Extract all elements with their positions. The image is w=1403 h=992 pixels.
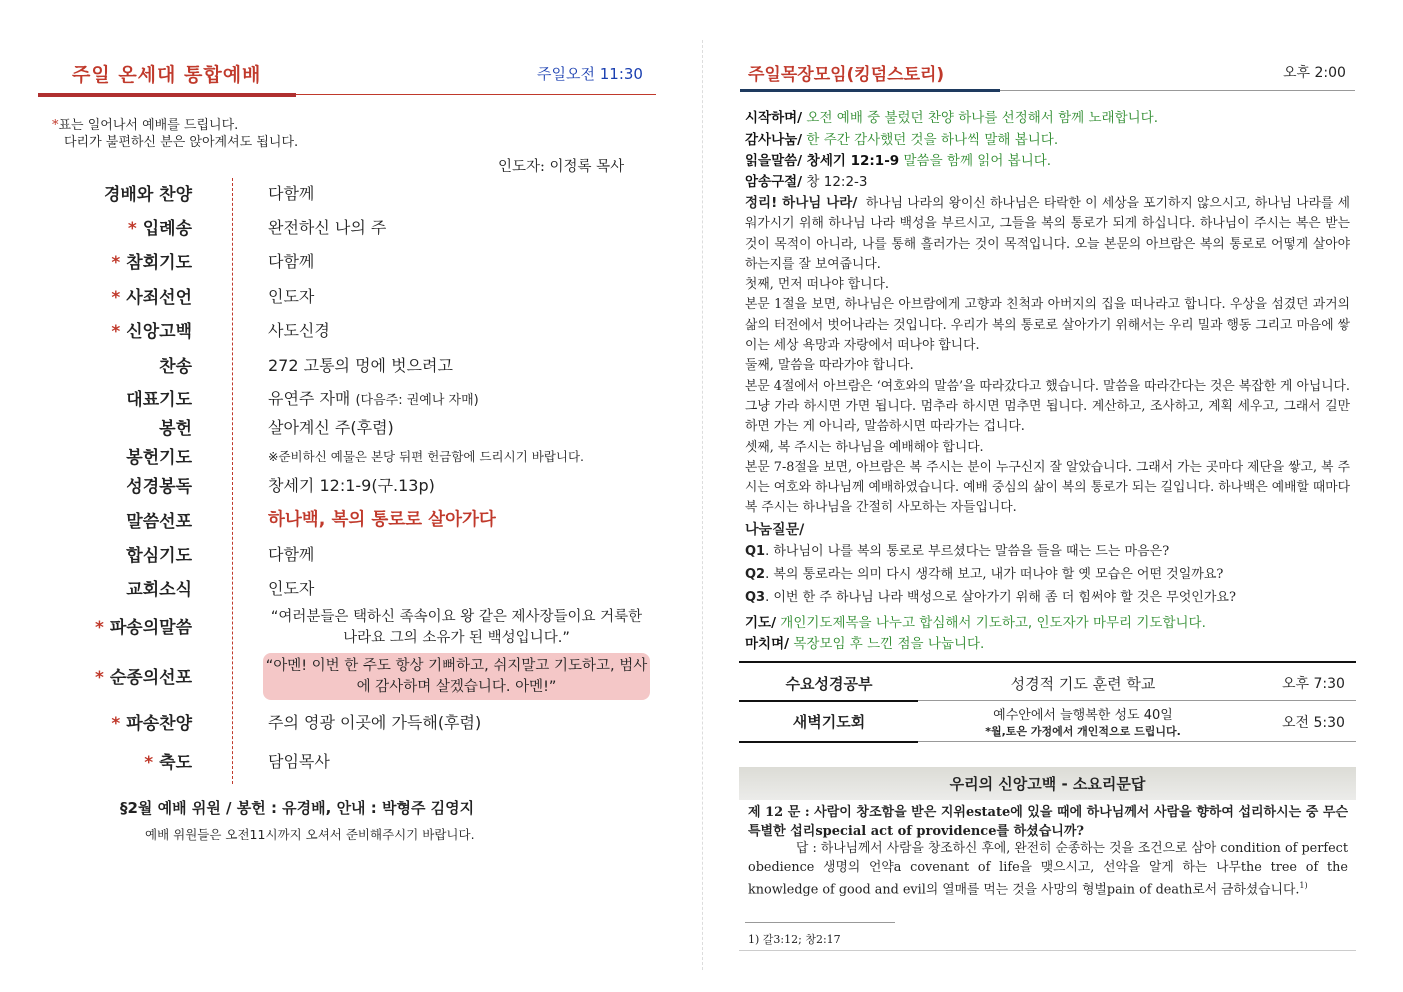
order-label: * 파송찬양 (111, 714, 192, 734)
order-value: 살아계신 주(후렴) (268, 418, 394, 437)
summary-p0: 정리! 하나님 나라/ 하나님 나라의 왕이신 하나님은 타락한 이 세상을 포기하지 않으시고, 하나님 나라를 세워가시기 위해 하나님 나라 백성을 부르시고, 그들을 복의 통로가 되게 하십니다. 하나님이 주시는 복은 받는 것이 목적이 아니라, 나를 통해 흘러가는 것이 목적입니다. 오늘 본문의 아브람은 복의 통로로 어떻게 살아야 하는지를 잘 보여줍니다. (745, 195, 1351, 272)
dawn-prayer-name: 새벽기도회 (792, 713, 866, 731)
cell-group-title: 주일목장모임(킹덤스토리) (748, 65, 945, 85)
schedule-mid-rule-thin (918, 700, 1356, 701)
order-label: * 파송의말씀 (94, 618, 192, 638)
standing-mark: * (111, 288, 121, 308)
service-title: 주일 온세대 통합예배 (72, 64, 262, 86)
order-label: * 사죄선언 (111, 288, 192, 308)
standing-mark: * (111, 253, 121, 273)
footnote-rule (745, 922, 895, 923)
standing-mark: * (144, 753, 154, 773)
order-label: 봉헌기도 (126, 448, 192, 468)
title-underline (38, 93, 296, 97)
standing-note-line1: *표는 일어나서 예배를 드립니다. (52, 118, 239, 133)
order-value: 주의 영광 이곳에 가득해(후렴) (268, 713, 482, 732)
step-start: 시작하며/ 오전 예배 중 불렀던 찬양 하나를 선정해서 함께 노래합니다. (745, 110, 1159, 126)
prayer-leader: 유연주 자매 (268, 389, 356, 408)
schedule-top-rule (739, 661, 1356, 663)
order-value: 다함께 (268, 252, 315, 271)
question-2: Q2. 복의 통로라는 의미 다시 생각해 보고, 내가 떠나야 할 옛 모습은 어떤 것일까요? (745, 567, 1224, 582)
order-value: 창세기 12:1-9(구.13p) (268, 476, 435, 495)
title-rule (1000, 90, 1355, 91)
summary-p1: 첫째, 먼저 떠나야 합니다. (745, 277, 889, 293)
order-value: 다함께 (268, 184, 315, 203)
order-label: * 순종의선포 (94, 668, 192, 688)
standing-mark: * (94, 618, 104, 638)
wednesday-study-time: 오후 7:30 (1282, 676, 1345, 692)
schedule-mid-rule (739, 700, 918, 702)
order-value: 담임목사 (268, 752, 330, 771)
wednesday-study-desc: 성경적 기도 훈련 학교 (1010, 675, 1156, 693)
standing-mark: * (111, 322, 121, 342)
order-label: 말씀선포 (126, 512, 192, 532)
wednesday-study-name: 수요성경공부 (785, 675, 873, 693)
summary-p5: 셋째, 복 주시는 하나님을 예배해야 합니다. (745, 439, 984, 455)
standing-mark: * (127, 219, 137, 239)
order-value: 인도자 (268, 287, 315, 306)
sharing-questions-heading: 나눔질문/ (745, 522, 805, 538)
step-memory: 암송구절/ 창 12:2-3 (745, 174, 868, 190)
order-label: 교회소식 (126, 580, 192, 600)
service-time: 주일오전 11:30 (537, 65, 643, 83)
order-value: ※준비하신 예물은 본당 뒤편 헌금함에 드리시기 바랍니다. (268, 449, 585, 464)
closing-end: 마치며/ 목장모임 후 느낀 점을 나눕니다. (745, 636, 985, 652)
question-1: Q1. 하나님이 나를 복의 통로로 부르셨다는 말씀을 들을 때는 드는 마음은? (745, 544, 1170, 559)
order-label: 찬송 (159, 357, 192, 377)
catechism-question: 제 12 문 : 사람이 창조함을 받은 지위estate에 있을 때에 하나님께서 사람을 향하여 섭리하시는 중 무슨 특별한 섭리special act of providence를 하셨습니까? (748, 805, 1348, 839)
sermon-summary (745, 193, 1350, 519)
schedule-bottom-rule-thin (918, 741, 1356, 742)
order-value: 완전하신 나의 주 (268, 218, 387, 237)
order-label: 합심기도 (126, 546, 192, 566)
order-value: 272 고통의 멍에 벗으려고 (268, 356, 453, 375)
worship-leader: 인도자: 이정록 목사 (498, 159, 625, 175)
order-value: “아멘! 이번 한 주도 항상 기뻐하고, 쉬지말고 기도하고, 범사에 감사하며 살겠습니다. 아멘!” (265, 658, 648, 695)
page-bottom-rule (739, 950, 1356, 951)
order-value: 인도자 (268, 579, 315, 598)
step-thanks: 감사나눔/ 한 주간 감사했던 것을 하나씩 말해 봅니다. (745, 132, 1059, 148)
worship-staff-note: 예배 위원들은 오전11시까지 오셔서 준비해주시기 바랍니다. (145, 827, 475, 842)
cell-group-time: 오후 2:00 (1283, 65, 1346, 81)
footnote: 1) 갈3:12; 창2:17 (748, 933, 841, 946)
dawn-prayer-note: *월,토은 가정에서 개인적으로 드립니다. (985, 725, 1181, 738)
dawn-prayer-time: 오전 5:30 (1282, 715, 1345, 731)
worship-staff: §2월 예배 위원 / 봉헌 : 유경배, 안내 : 박형주 김영지 (120, 799, 475, 817)
standing-note-line2: 다리가 불편하신 분은 앉아계셔도 됩니다. (64, 135, 299, 150)
order-label: * 신앙고백 (111, 322, 192, 342)
summary-p2: 본문 1절을 보면, 하나님은 아브람에게 고향과 친척과 아버지의 집을 떠나라고 합니다. 우상을 섬겼던 과거의 삶의 터전에서 벗어나라는 것입니다. 우리가 복의 통로로 살아가기 위해서는 우리 밀과 행동 그리고 마음에 쌓이는 세상 욕망과 자랑에서 떠나야 합니다. (745, 297, 1350, 354)
order-value: 사도신경 (268, 321, 330, 340)
standing-mark: * (111, 714, 121, 734)
summary-p3: 둘째, 말씀을 따라가야 합니다. (745, 358, 914, 374)
order-label: * 참회기도 (111, 253, 192, 273)
summary-p6: 본문 7-8절을 보면, 아브람은 복 주시는 분이 누구신지 잘 알았습니다. 그래서 가는 곳마다 제단을 쌓고, 복 주시는 여호와 하나님께 예배하였습니다. 예배 중심의 삶이 복의 통로가 되는 길입니다. 하나백은 예배할 때마다 복 주시는 하나님을 간절히 사모하는 자들입니다. (745, 459, 1350, 516)
standing-note (52, 117, 298, 151)
standing-mark: * (94, 668, 104, 688)
step-reading: 읽을말씀/ 창세기 12:1-9 말씀을 함께 읽어 봅니다. (745, 153, 1052, 169)
schedule-bottom-rule (739, 741, 918, 743)
title-underline (740, 89, 1000, 92)
order-label: 성경봉독 (126, 477, 192, 497)
page-fold (702, 40, 703, 970)
order-label: * 축도 (144, 753, 192, 773)
order-value: 다함께 (268, 545, 315, 564)
title-rule (296, 94, 656, 95)
catechism-title: 우리의 신앙고백 - 소요리문답 (949, 775, 1146, 793)
question-3: Q3. 이번 한 주 하나님 나라 백성으로 살아가기 위해 좀 더 힘써야 할 것은 무엇인가요? (745, 590, 1236, 605)
summary-p4: 본문 4절에서 아브람은 ‘여호와의 말씀’을 따라갔다고 했습니다. 말씀을 따라간다는 것은 복잡한 게 아닙니다. 그냥 가라 하시면 가면 됩니다. 멈추라 하시면 멈추면 됩니다. 계산하고, 조사하고, 계획 세우고, 그래서 길만하면 가는 게 아니라, 말씀하시면 따라가는 겁니다. (745, 378, 1350, 435)
order-divider (232, 178, 233, 784)
closing-prayer: 기도/ 개인기도제목을 나누고 합심해서 기도하고, 인도자가 마무리 기도합니다. (745, 615, 1206, 631)
order-value (268, 386, 479, 409)
order-label: 경배와 찬양 (103, 185, 192, 205)
order-label: 대표기도 (126, 390, 192, 410)
order-label: 봉헌 (159, 419, 192, 439)
order-value: 하나백, 복의 통로로 살아가다 (268, 510, 496, 530)
catechism-answer: 답 : 하나님께서 사람을 창조하신 후에, 완전히 순종하는 것을 조건으로 삼아 condition of perfect obedience 생명의 언약a covenant of life을 맺으시고, 선악을 알게 하는 나무the tree of the knowledge of good and evil의 열매를 먹는 것을 사망의 형벌pain of death로서 금하셨습니다.$^{1)}$ (748, 841, 1348, 898)
next-week-leader: (다음주: 권예나 자매) (355, 393, 479, 408)
order-value: “여러분들은 택하신 족속이요 왕 같은 제사장들이요 거룩한 나라요 그의 소유가 된 백성입니다.” (270, 609, 643, 646)
dawn-prayer-desc: 예수안에서 늘행복한 성도 40일 (993, 708, 1173, 723)
order-label: * 입례송 (127, 219, 192, 239)
